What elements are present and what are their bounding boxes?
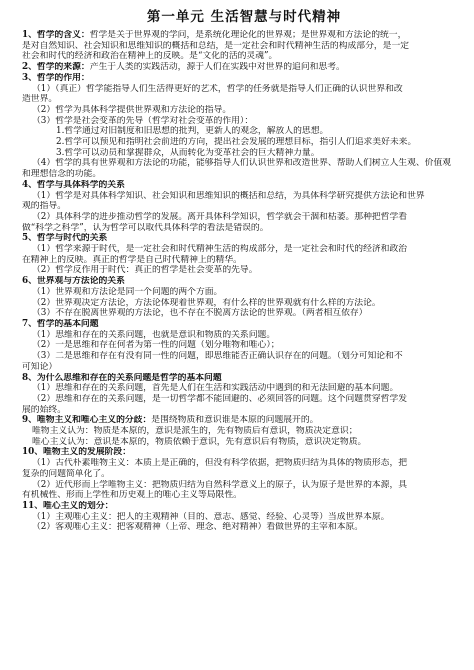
text-line — [22, 458, 466, 469]
section-heading-line — [22, 447, 466, 458]
text-line — [22, 84, 466, 95]
document-body — [22, 30, 466, 533]
line-text: 哲学是关于世界观的学问，是系统化理论化的世界观；是世界观和方法论的统一， — [89, 30, 407, 40]
text-line — [22, 212, 466, 223]
section-heading: 1、哲学的含义： — [22, 30, 90, 40]
line-text: （1）哲学来源于时代，是一定社会和时代精神生活的构成部分，是一定社会和时代的经济和政治 — [32, 244, 408, 255]
line-text: 可知论） — [22, 361, 58, 372]
text-line — [22, 41, 466, 52]
line-text: 产生于人类的实践活动，源于人们在实践中对世界的追问和思考。 — [89, 62, 345, 73]
text-line — [22, 137, 466, 148]
section-heading-line — [22, 415, 466, 426]
text-line — [22, 522, 466, 533]
text-line — [22, 116, 466, 127]
line-text: （2）哲学为具体科学提供世界观和方法论的指导。 — [32, 104, 232, 115]
text-line — [22, 298, 466, 309]
line-text: （1）主观唯心主义：把人的主观精神（目的、意志、感觉、经验、心灵等）当成世界本原。 — [32, 511, 390, 522]
text-line — [22, 405, 466, 416]
text-line — [22, 287, 466, 298]
text-line — [22, 255, 466, 266]
line-text: （3）二是思维和存在有没有同一性的问题，即思维能否正确认识存在的问题。（划分可知论和不 — [32, 351, 403, 362]
text-line — [22, 158, 466, 169]
text-line — [22, 308, 466, 319]
text-line — [22, 340, 466, 351]
line-text: （1）世界观和方法论是同一个问题的两个方面。 — [32, 286, 223, 297]
section-heading: 5、哲学与时代的关系 — [22, 233, 108, 244]
text-line — [22, 383, 466, 394]
line-text: 观的指导。 — [22, 201, 66, 212]
line-text: 2.哲学可以预见和指明社会前进的方向，提出社会发展的理想目标，指引人们追求美好未来。 — [56, 137, 417, 148]
text-line — [22, 351, 466, 362]
section-heading: 7、哲学的基本问题 — [22, 318, 99, 329]
line-text: （2）思维和存在的关系问题，是一切哲学都不能回避的、必须回答的问题。这个问题贯穿哲学发 — [32, 393, 408, 404]
text-line — [22, 480, 466, 491]
text-line — [22, 469, 466, 480]
line-text: （1）（真正）哲学能指导人们生活得更好的艺术，哲学的任务就是指导人们正确的认识世界和改 — [32, 83, 403, 94]
text-line — [22, 330, 466, 341]
text-line — [22, 223, 466, 234]
line-text: 在精神上的反映。真正的哲学是自己时代精神上的精华。 — [22, 254, 242, 265]
line-text: 唯物主义认为：物质是本原的，意识是派生的，先有物质后有意识，物质决定意识； — [32, 426, 358, 437]
text-line — [22, 490, 466, 501]
text-line — [22, 201, 466, 212]
line-text: （3）不存在脱离世界观的方法论，也不存在不脱离方法论的世界观。（两者相互依存） — [32, 308, 368, 319]
line-text: 是对自然知识、社会知识和思维知识的概括和总结，是一定社会和时代精神生活的构成部分，是一定 — [22, 40, 410, 51]
text-line — [22, 265, 466, 276]
line-text: 展的始终。 — [22, 404, 66, 415]
line-text: 有机械性、形而上学性和历史观上的唯心主义等局限性。 — [22, 490, 242, 501]
page-title: 第一单元 生活智慧与时代精神 — [146, 9, 342, 25]
line-text: 唯心主义认为：意识是本原的，物质依赖于意识，先有意识后有物质，意识决定物质。 — [32, 436, 367, 447]
line-text: 3.哲学可以动员和掌握群众，从而转化为变革社会的巨大精神力量。 — [56, 147, 320, 158]
text-line — [22, 512, 466, 523]
line-text: （2）哲学反作用于时代：真正的哲学是社会变革的先导。 — [32, 265, 258, 276]
line-text: 复杂的问题简单化了。 — [22, 468, 110, 479]
section-heading-line — [22, 180, 466, 191]
section-heading: 2、哲学的来源： — [22, 62, 90, 73]
section-heading-line — [22, 73, 466, 84]
line-text: 和理想信念的功能。 — [22, 169, 102, 180]
section-heading-line — [22, 62, 466, 73]
line-text: （2）世界观决定方法论，方法论体现着世界观，有什么样的世界观就有什么样的方法论。 — [32, 297, 381, 308]
section-heading: 3、哲学的作用： — [22, 72, 90, 83]
line-text: （3）哲学是社会变革的先导（哲学对社会变革的作用）： — [32, 115, 254, 126]
text-line — [22, 94, 466, 105]
section-heading-line — [22, 30, 466, 41]
section-heading-line — [22, 373, 466, 384]
text-line — [22, 191, 466, 202]
text-line — [22, 437, 466, 448]
line-text: （2）一是思维和存在何者为第一性的问题（划分唯物和唯心）； — [32, 340, 280, 351]
line-text: （2）近代形而上学唯物主义：把物质归结为自然科学意义上的原子，认为原子是世界的本源，具 — [32, 479, 408, 490]
section-heading-line — [22, 233, 466, 244]
line-text: 1.哲学通过对旧制度和旧思想的批判，更新人的观念，解放人的思想。 — [56, 126, 329, 137]
section-heading: 8、为什么思维和存在的关系问题是哲学的基本问题 — [22, 372, 222, 383]
text-line — [22, 244, 466, 255]
text-line — [22, 105, 466, 116]
text-line — [22, 362, 466, 373]
line-text: （1）思维和存在的关系问题，首先是人们在生活和实践活动中遇到的和无法回避的基本问题。 — [32, 383, 399, 394]
text-line — [22, 148, 466, 159]
line-text: 是围绕物质和意识谁是本原的问题展开的。 — [151, 415, 319, 426]
line-text: （2）具体科学的进步推动哲学的发展。离开具体科学知识，哲学就会干涸和枯萎。那种把哲学看 — [32, 211, 408, 222]
line-text: 社会和时代的经济和政治在精神上的反映。是“文化的活的灵魂”。 — [22, 51, 278, 62]
line-text: （1）古代朴素唯物主义：本质上是正确的，但没有科学依据，把物质归结为具体的物质形态，把 — [32, 458, 408, 469]
line-text: （2）客观唯心主义：把客观精神（上帝、理念、绝对精神）看做世界的主宰和本原。 — [32, 522, 364, 533]
section-heading: 6、世界观与方法论的关系 — [22, 276, 125, 287]
section-heading: 10、唯物主义的发展阶段： — [22, 447, 132, 458]
text-line — [22, 126, 466, 137]
section-heading: 4、哲学与具体科学的关系 — [22, 179, 125, 190]
line-text: （1）哲学是对具体科学知识、社会知识和思维知识的概括和总结，为具体科学研究提供方法论和世界 — [32, 190, 425, 201]
section-heading-line — [22, 276, 466, 287]
text-line — [22, 426, 466, 437]
line-text: 造世界。 — [22, 94, 58, 105]
text-line — [22, 51, 466, 62]
section-heading: 11、唯心主义的划分： — [22, 500, 114, 511]
line-text: 做“科学之科学”，认为哲学可以取代具体科学的看法是错误的。 — [22, 222, 269, 233]
line-text: （1）思维和存在的关系问题，也就是意识和物质的关系问题。 — [32, 329, 276, 340]
section-heading-line — [22, 319, 466, 330]
line-text: （4）哲学的具有世界观和方法论的功能，能够指导人们认识世界和改造世界、帮助人们树立人生观、价值观 — [32, 158, 452, 169]
section-heading-line — [22, 501, 466, 512]
text-line — [22, 169, 466, 180]
section-heading: 9、唯物主义和唯心主义的分歧： — [22, 415, 152, 426]
text-line — [22, 394, 466, 405]
